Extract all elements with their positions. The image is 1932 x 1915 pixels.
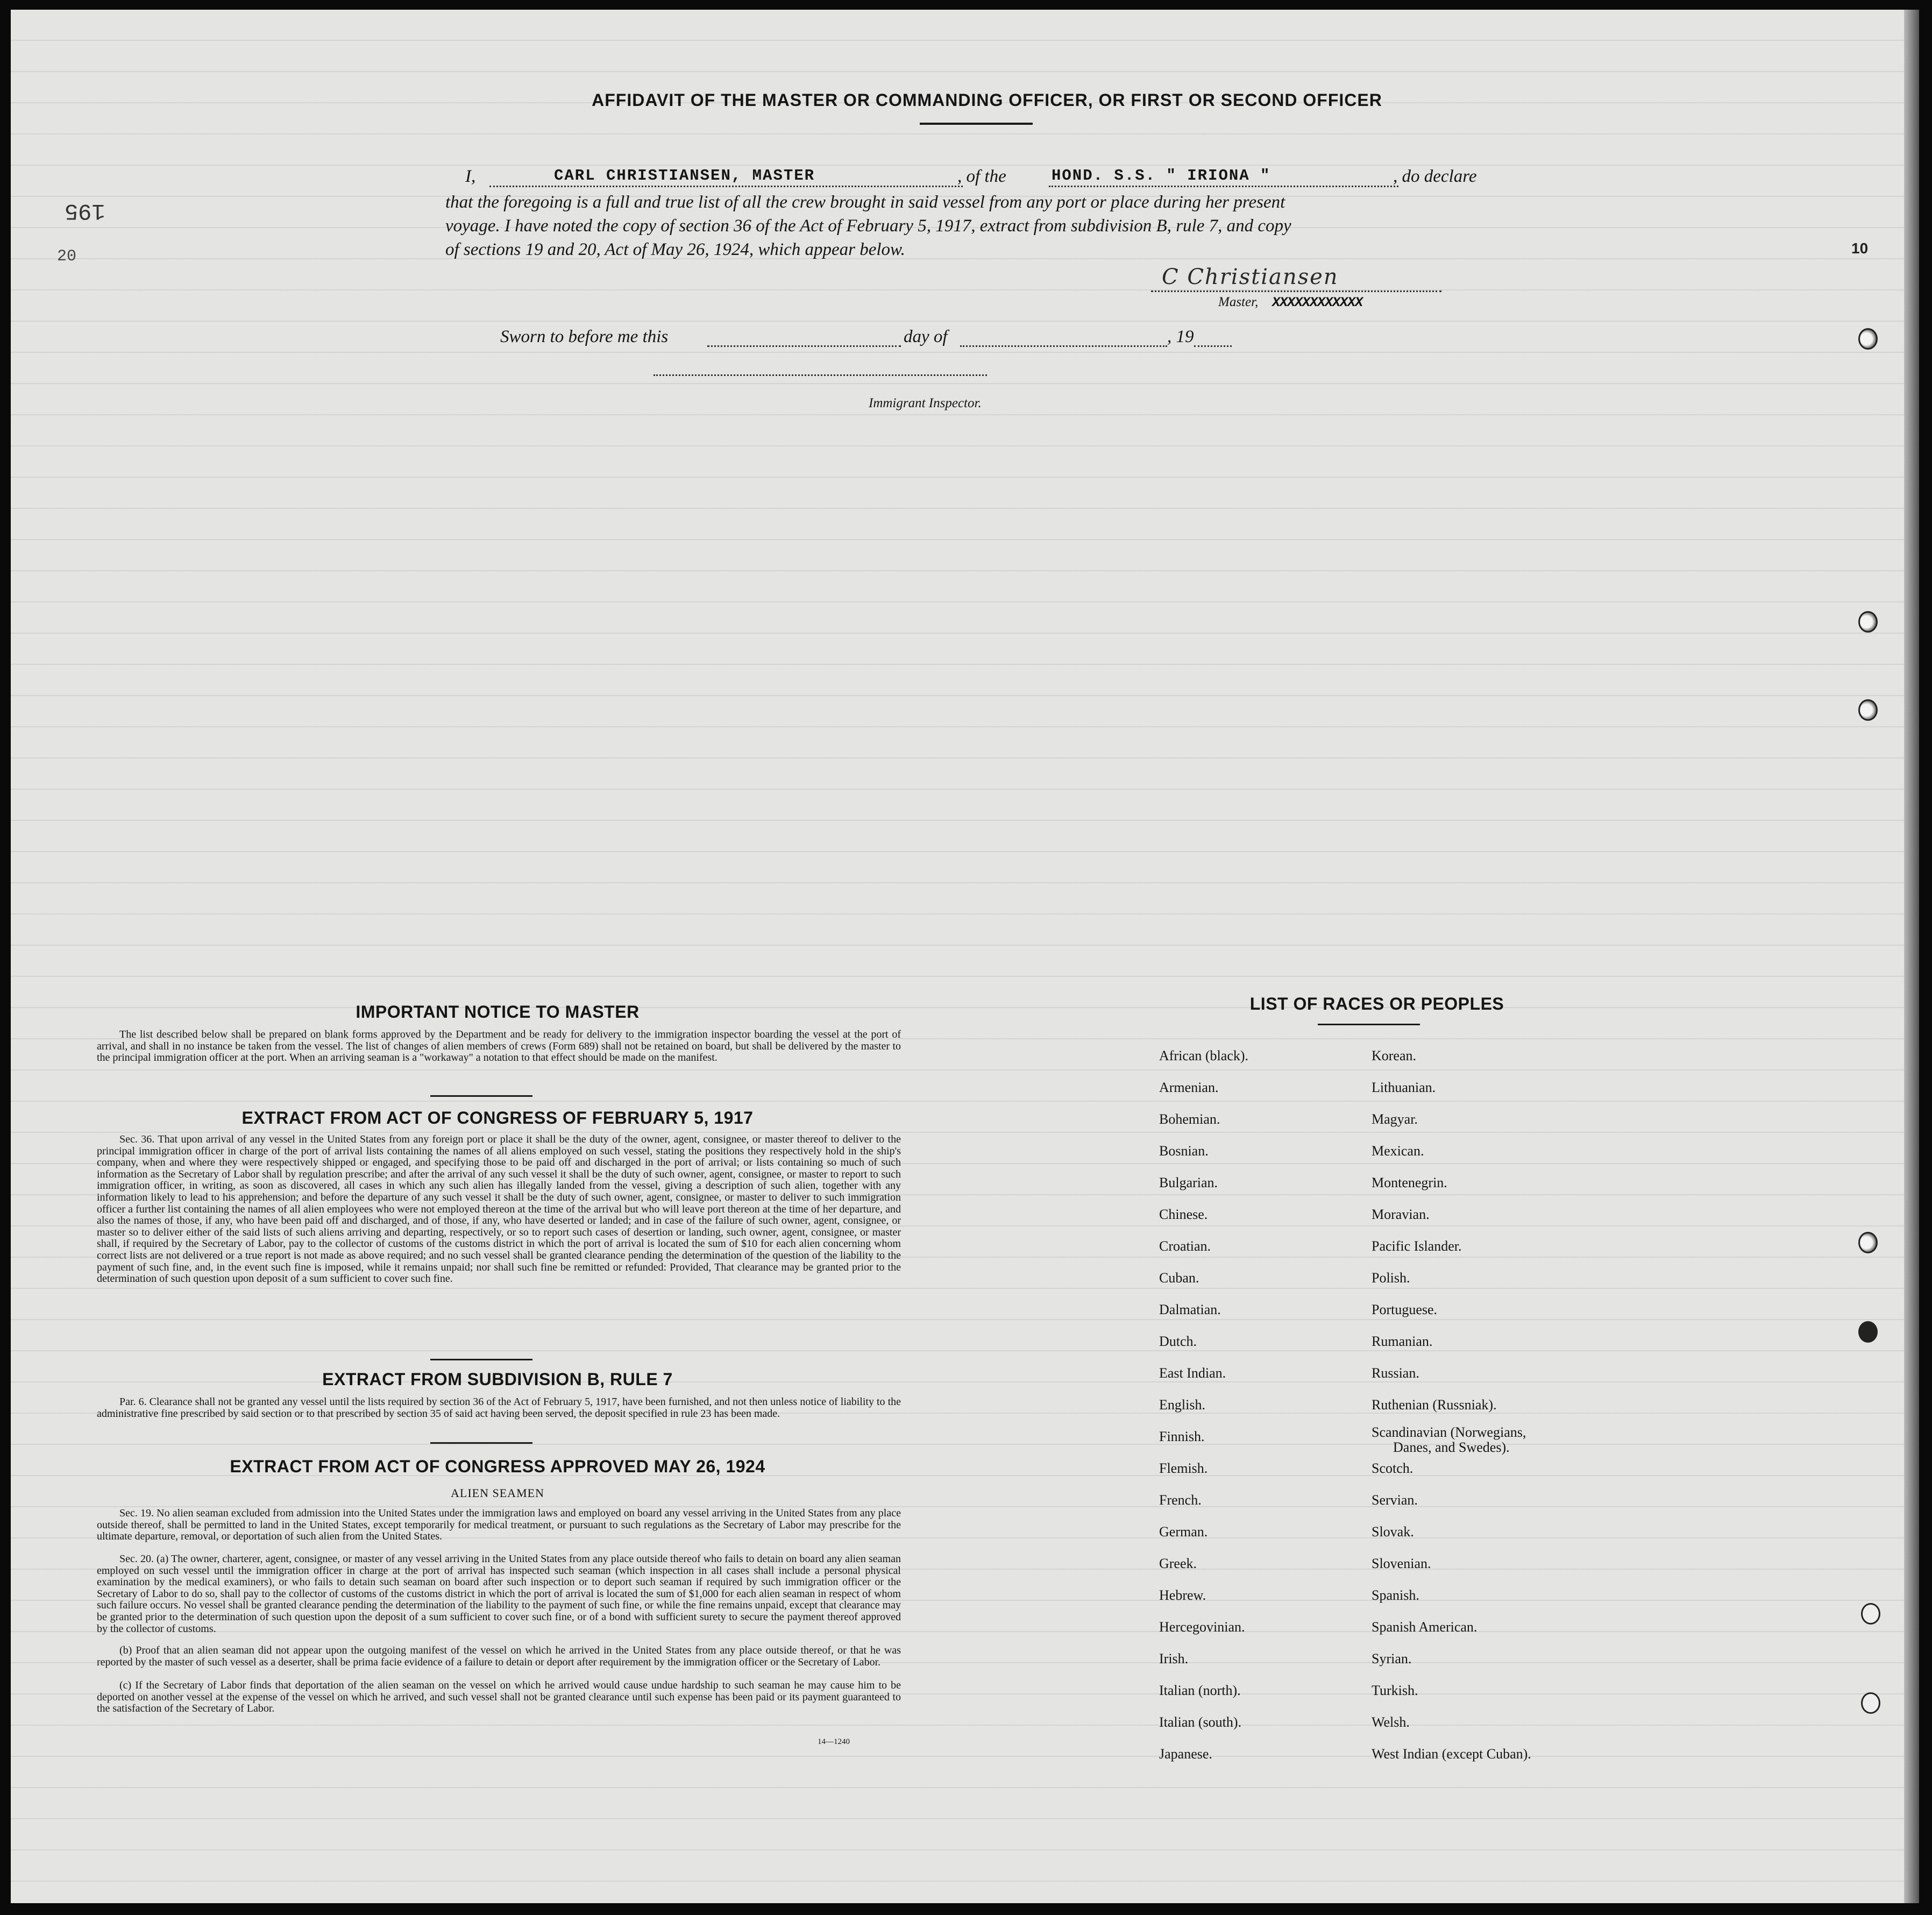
affidavit-line-3: voyage. I have noted the copy of section 36 of the Act of February 5, 1917, extract from subdivision B, rule 7, and copy <box>445 216 1291 236</box>
race-right-9: Rumanian. <box>1372 1334 1433 1349</box>
struck-title: XXXXXXXXXXXX <box>1272 295 1363 310</box>
affidavit-line-4: of sections 19 and 20, Act of May 26, 1924, which appear below. <box>445 240 905 259</box>
race-left-22: Japanese. <box>1159 1746 1212 1762</box>
extract-rule7-text: Par. 6. Clearance shall not be granted any vessel until the lists required by section 36 of the Act of February 5, 1917, have been furnished, and not then unless notice of liability to the administrative fine prescribed by said section or to that prescribed by section 35 of said act having been served, the deposit specified in rule 23 has been made. <box>97 1396 901 1420</box>
affidavit-title: AFFIDAVIT OF THE MASTER OR COMMANDING OFFICER, OR FIRST OR SECOND OFFICER <box>592 90 1382 110</box>
extract-1924-title: EXTRACT FROM ACT OF CONGRESS APPROVED MAY 26, 1924 <box>230 1457 765 1476</box>
inspector-signature-line <box>654 374 987 376</box>
binding-hole-icon <box>1861 1692 1880 1714</box>
alien-seamen-subhead: ALIEN SEAMEN <box>451 1486 544 1500</box>
document-page <box>11 10 1919 1903</box>
race-right-12-cont: Danes, and Swedes). <box>1393 1439 1510 1455</box>
races-title-rule <box>1318 1024 1420 1025</box>
race-left-15: German. <box>1159 1524 1208 1540</box>
race-right-13: Scotch. <box>1372 1460 1414 1476</box>
sworn-year: , 19 <box>1167 327 1194 346</box>
race-left-13: Flemish. <box>1159 1460 1208 1476</box>
name-blank <box>489 186 963 187</box>
binding-hole-icon <box>1861 1603 1880 1625</box>
master-signature: C Christiansen <box>1162 265 1339 289</box>
race-left-20: Italian (north). <box>1159 1683 1241 1698</box>
race-left-19: Irish. <box>1159 1651 1189 1666</box>
section-19-text: Sec. 19. No alien seaman excluded from admission into the United States under the immigration laws and employed on board any vessel arriving in the United States from any place outside thereof, shall be permitted to land in the United States, except temporarily for medical treatment, or pursuant to such regulations as the Secretary of Labor may prescribe for the ultimate departure, removal, or deportation of such alien from the United States. <box>97 1507 901 1543</box>
race-right-12: Scandinavian (Norwegians, <box>1372 1424 1526 1440</box>
race-left-12: Finnish. <box>1159 1429 1205 1444</box>
margin-number: 195 <box>65 198 105 224</box>
race-right-14: Servian. <box>1372 1492 1418 1508</box>
race-left-5: Chinese. <box>1159 1207 1208 1222</box>
section-20b-text: (b) Proof that an alien seaman did not appear upon the outgoing manifest of the vessel on which he arrived in the United States from any place outside thereof, or that he was reported by the master of such vessel as a deserter, shall be prima facie evidence of a failure to detain or deport after requirement by the immigration officer or the Secretary of Labor. <box>97 1644 901 1668</box>
race-right-18: Spanish American. <box>1372 1619 1478 1635</box>
margin-stamp: 10 <box>1851 240 1869 257</box>
section-rule-1 <box>430 1095 532 1097</box>
race-right-17: Spanish. <box>1372 1587 1419 1603</box>
race-left-0: African (black). <box>1159 1048 1249 1063</box>
sworn-day-blank <box>707 345 901 347</box>
title-rule <box>920 123 1033 125</box>
binding-hole-icon <box>1858 699 1878 721</box>
vessel-blank <box>1049 186 1398 187</box>
sworn-day-of: day of <box>904 327 948 346</box>
race-left-3: Bosnian. <box>1159 1143 1209 1159</box>
signature-line <box>1151 290 1441 292</box>
race-right-15: Slovak. <box>1372 1524 1414 1540</box>
master-label: Master, <box>1218 295 1259 309</box>
race-right-22: West Indian (except Cuban). <box>1372 1746 1531 1762</box>
binding-hole-icon <box>1858 611 1878 633</box>
race-left-14: French. <box>1159 1492 1202 1508</box>
race-left-9: Dutch. <box>1159 1334 1197 1349</box>
affidavit-prefix: I, <box>465 167 476 186</box>
race-left-6: Croatian. <box>1159 1238 1211 1254</box>
affidavit-line-2: that the foregoing is a full and true list of all the crew brought in said vessel from any port or place during her present <box>445 193 1285 212</box>
race-right-5: Moravian. <box>1372 1207 1430 1222</box>
sworn-year-blank <box>1194 345 1232 347</box>
notice-text: The list described below shall be prepared on blank forms approved by the Department and be ready for delivery to the immigration inspector boarding the vessel at the port of arrival, and shall in no instance be taken from the vessel. The list of changes of alien members of crews (Form 689) shall not be retained on board, but shall be delivered by the master to the principal immigration officer at the port. When an arriving seaman is a "workaway" a notation to that effect should be made on the manifest. <box>97 1029 901 1064</box>
race-right-7: Polish. <box>1372 1270 1410 1286</box>
race-right-21: Welsh. <box>1372 1714 1410 1730</box>
race-right-16: Slovenian. <box>1372 1556 1431 1571</box>
binding-hole-icon <box>1858 1232 1878 1253</box>
race-right-2: Magyar. <box>1372 1111 1418 1127</box>
binding-hole-icon <box>1858 1321 1878 1343</box>
sworn-month-blank <box>960 345 1167 347</box>
race-left-7: Cuban. <box>1159 1270 1199 1286</box>
section-20a-text: Sec. 20. (a) The owner, charterer, agent, consignee, or master of any vessel arriving in the United States from any place outside thereof who fails to detain on board any alien seaman employed on such vessel until the immigration officer in charge at the port of arrival has inspected such seaman (which inspection in all cases shall include a personal physical examination by the medical examiners), or who fails to detain such seaman on board after such inspection or to deport such seaman if required by such immigration officer or the Secretary of Labor to do so, shall pay to the collector of customs of the customs district in which the port of arrival is located the sum of $1,000 for each alien seaman in respect of whom such failure occurs. No vessel shall be granted clearance pending the determination of the liability to the payment of such fine, or while the fine remains unpaid, except that clearance may be granted prior to the determination of such question upon the deposit of a sum sufficient to cover such fine, or of a bond with sufficient surety to secure the payment thereof approved by the collector of customs. <box>97 1553 901 1635</box>
sworn-prefix: Sworn to before me this <box>500 327 669 346</box>
race-left-21: Italian (south). <box>1159 1714 1242 1730</box>
race-right-4: Montenegrin. <box>1372 1175 1447 1190</box>
race-right-11: Ruthenian (Russniak). <box>1372 1397 1497 1413</box>
race-right-1: Lithuanian. <box>1372 1080 1436 1095</box>
race-left-4: Bulgarian. <box>1159 1175 1218 1190</box>
race-right-19: Syrian. <box>1372 1651 1412 1666</box>
races-title: LIST OF RACES OR PEOPLES <box>1249 994 1504 1013</box>
form-number: 14—1240 <box>818 1737 850 1746</box>
extract-rule7-title: EXTRACT FROM SUBDIVISION B, RULE 7 <box>322 1370 673 1389</box>
notice-title: IMPORTANT NOTICE TO MASTER <box>356 1002 640 1022</box>
race-right-8: Portuguese. <box>1372 1302 1438 1317</box>
extract-1917-title: EXTRACT FROM ACT OF CONGRESS OF FEBRUARY 5, 1917 <box>242 1108 754 1127</box>
section-rule-3 <box>430 1442 532 1444</box>
of-the-label: , of the <box>957 167 1006 186</box>
race-right-0: Korean. <box>1372 1048 1417 1063</box>
page-edge-shadow <box>1904 10 1919 1903</box>
margin-mark: 20 <box>57 247 77 266</box>
race-right-10: Russian. <box>1372 1365 1419 1381</box>
master-name: CARL CHRISTIANSEN, MASTER <box>554 167 815 185</box>
race-left-17: Hebrew. <box>1159 1587 1206 1603</box>
section-20c-text: (c) If the Secretary of Labor finds that deportation of the alien seaman on the vessel on which he arrived would cause undue hardship to such seaman he may cause him to be deported on another vessel at the expense of the vessel on which he arrived, and such vessel shall not be granted clearance until such expense has been paid or its payment guaranteed to the satisfaction of the Secretary of Labor. <box>97 1679 901 1715</box>
inspector-label: Immigrant Inspector. <box>869 396 982 410</box>
race-left-8: Dalmatian. <box>1159 1302 1221 1317</box>
race-left-1: Armenian. <box>1159 1080 1219 1095</box>
section-rule-2 <box>430 1359 532 1360</box>
binding-hole-icon <box>1858 328 1878 350</box>
race-right-6: Pacific Islander. <box>1372 1238 1462 1254</box>
race-left-11: English. <box>1159 1397 1205 1413</box>
race-left-16: Greek. <box>1159 1556 1197 1571</box>
race-left-18: Hercegovinian. <box>1159 1619 1245 1635</box>
affidavit-line-1 <box>465 167 475 187</box>
extract-1917-text: Sec. 36. That upon arrival of any vessel in the United States from any foreign port or place it shall be the duty of the owner, agent, consignee, or master thereof to deliver to the principal immigration officer in charge of the port of arrival lists containing the names of all aliens employed on such vessel, stating the positions they respectively hold in the ship's company, when and where they were respectively shipped or engaged, and specifying those to be paid off and discharged in the port of arrival; or lists containing so much of such information as the Secretary of Labor shall by regulation prescribe; and after the arrival of any such vessel it shall be the duty of such owner, agent, consignee, or master to report to such immigration officer, in writing, as soon as discovered, all cases in which any such alien has illegally landed from the vessel, giving a description of such alien, together with any information likely to lead to his apprehension; and before the departure of any such vessel it shall be the duty of such owner, agent, consignee, or master to deliver to such immigration officer a further list containing the names of all alien employees who were not employed thereon at the time of the arrival but who will leave port thereon at the time of her departure, and also the names of those, if any, who have been paid off and discharged, and of those, if any, who have deserted or landed; and in case of the failure of such owner, agent, consignee, or master so to deliver either of the said lists of such aliens arriving and departing, respectively, or so to report such cases of desertion or landing, such owner, agent, consignee, or master shall, if required by the Secretary of Labor, pay to the collector of customs of the customs district in which the port of arrival is located the sum of $10 for each alien concerning whom correct lists are not delivered or a true report is not made as above required; and no such vessel shall be granted clearance pending the determination of the question of the liability to the payment of such fine, and, in the event such fine is imposed, while it remains unpaid; nor shall such fine be remitted or refunded: Provided, That clearance may be granted prior to the determination of such question upon deposit of a sum sufficient to cover such fine. <box>97 1133 901 1285</box>
race-left-10: East Indian. <box>1159 1365 1226 1381</box>
race-right-3: Mexican. <box>1372 1143 1424 1159</box>
race-right-20: Turkish. <box>1372 1683 1418 1698</box>
vessel-name: HOND. S.S. " IRIONA " <box>1052 167 1271 185</box>
declare-label: , do declare <box>1393 167 1477 186</box>
race-left-2: Bohemian. <box>1159 1111 1220 1127</box>
